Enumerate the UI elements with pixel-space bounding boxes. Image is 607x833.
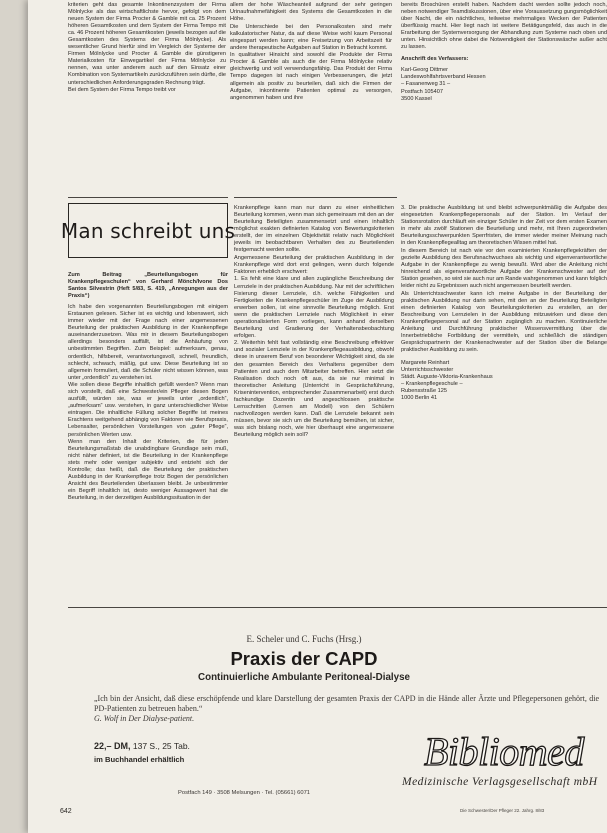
ad-price: 22,– DM,	[94, 741, 131, 751]
paragraph: bereits Broschüren erstellt haben. Nachdem dacht werden sollte jedoch noch, neben notwendiger Teamdiskussionen, über eine Voraussetzung gungsmöglichkeit über Nacht, die ein nächtliches, teilweise mehrmaliges Wecken der Patienten überflüssig macht. Hier liegt nach ist weitere Betätigungsfeld, das auch in die Erarbeitung der Systemversorgung der Abhandlung zum Systeme nach oben und unten. Hinsichtlich ohne dabei die Notwendigkeit der Stationswäsche außer acht zu lassen.	[401, 2, 607, 51]
ad-quote	[94, 694, 599, 724]
column-3-letter	[401, 205, 607, 402]
column-2-letter	[234, 205, 394, 440]
publisher-logo: Bibliomed	[424, 729, 584, 774]
page-number: 642	[60, 808, 72, 815]
paragraph: kriterien geht das gesamte Inkontinenzsystem der Firma Mölnlycke als das wirtschaftlichste hervor, gefolgt von dem neuen System der Firma Procter & Gamble mit ca. 25 Prozent höheren Gesamtkosten und dem System der Firma Tempo mit ca. 46 Prozent höheren Gesamtkosten (jeweils bezogen auf die Gesamtkosten des Systems der Firma Mölnlycke). Als wesentlicher Grund hierfür sind im Vergleich der Systeme der Firmen Mölnlycke und Procter & Gamble die günstigeren Materialkosten für Einwegartikel der Firma Mölnlycke zu nennen, was unter anderem auch auf den Einsatz einer Kombination von Systemartikeln zurückzuführen sein dürfte, die unterschiedlichen Anforderungsgraden Rechnung trägt.	[68, 2, 226, 86]
section-heading: Man schreibt uns	[60, 218, 236, 243]
address-line: Postfach 105407	[401, 88, 443, 95]
section-heading-box	[60, 203, 236, 258]
journal-reference: Die Schwester/Der Pfleger 22. Jahrg. 8/83	[460, 808, 545, 813]
paragraph: Angemessene Beurteilung der praktischen Ausbildung in der Krankenpflege wird dort erst gelingen, wenn durch folgende Faktoren erheblich erschwert:	[234, 254, 394, 275]
address-line: – Fasanenweg 31 –	[401, 81, 451, 88]
magazine-page	[28, 0, 607, 833]
ad-quote-author: G. Wolf in Der Dialyse-patient.	[94, 714, 195, 723]
paragraph: Wie sollen diese Begriffe inhaltlich gefüllt werden? Wenn man sich vorstellt, daß eine Schwester/ein Pfleger diesen Bogen ausfüllt, würden sie, was er jeweils unter „ordentlich“, „aufmerksam“ usw. verstehen, in ganz unterschiedlicher Weise eintragen. Die inhaltliche Füllung solcher Begriffe ist meines Erachtens weitgehend abhängig von Faktoren wie Berufspraxis, Lebensalter, persönlichen Vorstellungen von „guter Pflege“, persönlichen Werten usw.	[68, 382, 228, 438]
ad-editors: E. Scheler und C. Fuchs (Hrsg.)	[246, 634, 362, 644]
paragraph: Ich habe den vorgenannten Beurteilungsbogen mit einigem Erstaunen gelesen. Sicher ist es wichtig und lobenswert, sich immer wieder mit der Frage nach einer angemessenen Beurteilung der praktischen Ausbildung in der Krankenpflege auseinanderzusetzen. Was mir in diesem Beurteilungsbogen allerdings besonders auffällt, ist die Anhäufung von unbestimmten Begriffen. Zum Beispiel: aufmerksam, genau, ordentlich, hilfsbereit, verantwortungsvoll, schnell, freundlich, schlecht, schwach, mäßig, gut usw. Diese Beurteilung ist so allgemein formuliert, daß die Schüler nicht wissen können, was unter „ordentlich“ zu verstehen ist.	[68, 304, 228, 381]
ad-book-title: Praxis der CAPD	[230, 648, 378, 669]
section-divider	[234, 197, 397, 198]
letter-signature	[401, 360, 607, 402]
paragraph: Wenn man den Inhalt der Kriterien, die für jeden Beurteilungsmaßstab die unabdingbare Grundlage sein muß, nicht näher definiert, ist die Beurteilung in der Krankenpflege stets mehr oder weniger subjektiv und entzieht sich der Kontrolle; das heißt, daß die Beurteilung der praktischen Ausbildung in der Krankenpflege trotz Bogen der persönlichen Ansicht des Beurteilenden überlassen bleibt. Je unbestimmter ein Begriff inhaltlich ist, desto weniger Aussagewert hat die Beurteilung, in der derzeitigen Ausbildungssituation in der	[68, 439, 228, 502]
ad-price-line	[94, 741, 190, 751]
address-line: 3500 Kassel	[401, 95, 432, 102]
signature-line: Städt. Auguste-Viktoria-Krankenhaus	[401, 374, 493, 381]
address-line: Karl-Georg Dittmer	[401, 67, 448, 74]
letter-intro: Zum Beitrag „Beurteilungsbogen für Krankenpflegeschulen“ von Gerhard Mönch/Ivone Dos Santos Silvestrin (Heft 5/83, S. 419, „Anregungen aus der Praxis“)	[68, 272, 228, 300]
address-label: Anschrift des Verfassers:	[401, 56, 469, 63]
signature-line: 1000 Berlin 41	[401, 395, 438, 402]
paragraph: Als Unterrichtsschwester kann ich meine Aufgabe in der Beurteilung der praktischen Ausbildung nur darin sehen, mit den an der Beurteilung Beteiligten einen definierten Katalog von Beurteilungskriterien zu erstellen, an der Beschreibung von Lernzielen in der Ausbildung mitzuwirken und diese den Krankenpflegepersonal auf der Station zugänglich zu machen. Kontinuierliche Anleitung und Durchführung praktischer Wissensvermittlung über die Innerbetriebliche Fortbildung der vermitteln, und schließlich die ständigen Gesprächspartnerin der Krankenschwester auf der Station über die Belange praktischer Ausbildung zu sein.	[401, 290, 607, 353]
publisher-address: Postfach 149 · 3508 Melsungen · Tel. (05661) 6071	[178, 790, 311, 796]
paragraph: Krankenpflege kann man nur dann zu einer einheitlichen Beurteilung kommen, wenn man sich gemeinsam mit den an der Beurteilung Beteiligten zusammensetzt und einen inhaltlich möglichst exakten definierten Katalog von Bewertungskriterien erstellt, der im einzelnen Objektivität relativ nach Möglichkeit jeweils im beobachtbaren Verhalten des zu Beurteilenden festgemacht werden sollte.	[234, 205, 394, 254]
paragraph: In diesem Bereich ist nach wie vor den examinierten Krankenpflegekräften der gezielte Ausbildung des Berufsnachwuchses als wichtig und eigenverantwortliche Aufgabe in der Krankenpflege zu wenig bewußt. Wird aber die Anleitung nicht hinreichend als eigenverantwortliche Aufgabe der Krankenschwester auf der Station gesehen, so wird sie auch nur am Rande wahrgenommen und kann folglich leider nicht zu Ergebnissen auch nicht angemessen beurteilt werden.	[401, 247, 607, 290]
signature-line: Margarete Reinhart	[401, 359, 450, 366]
ad-divider	[68, 607, 607, 608]
signature-line: – Krankenpflegeschule –	[401, 381, 463, 388]
paragraph: 1. Es fehlt eine klare und allen zugängliche Beschreibung der Lernziele in der praktischen Ausbildung. Nur mit der schriftlichen Fixierung dieser Lernziele, d.h. welche Fähigkeiten und Fertigkeiten die Krankenpflegeschüler im Zuge der Ausbildung erwerben sollen, ist eine sinnvolle Beurteilung möglich. Erst wenn die praktischen Lernziele nach Möglichkeit in einer operationalisierten Form vorliegen, kann anhand derselben Beurteilung und Gradierung der Verhaltensbeobachtung erfolgen.	[234, 276, 394, 339]
column-2-top	[230, 2, 392, 102]
paragraph: 2. Weiterhin fehlt fast vollständig eine Beschreibung effektiver und sozialer Lernziele in der Krankenpflegeausbildung, obwohl diese in unserem Beruf von besonderer Wichtigkeit sind, da sie den gesamten Bereich des Verhaltens gegenüber dem Patienten und auch dem Mitarbeiter betreffen. Hier setzt die Realisation doch noch oft aus, da sie nur minimal in theoretischer Anleitung (Unterricht in Gesprächsführung, Krisenintervention, entsprechender Zusammenarbeit) erst durch fachkundige Dozentin und angeschlossen praktische Lernschritten (Lernen am Modell) von den Schülern nachvollzogen werden kann. Daß die Lernziele bekannt sein müssen, bevor sie sich um die Beurteilung bemühen, ist sicher, was sich bislang noch, wie hier überhaupt eine angemessene Beurteilung möglich sein soll?	[234, 340, 394, 438]
paragraph: allem der hohe Wäscheanteil aufgrund der sehr geringen Urinaufnahmefähigkeit des Systems die Gesamtkosten in die Höhe.	[230, 2, 392, 23]
book-advertisement	[94, 616, 599, 816]
paragraph: In qualitativer Hinsicht sind sowohl die Produkte der Firma Procter & Gamble als auch die der Firma Mölnlycke relativ gleichwertig und voll verwendungsfähig. Das Produkt der Firma Tempo dagegen ist nach einigen Verbesserungen, die jetzt allgemein als positiv zu beurteilen, daß sich die Firmen der Aufgabe, inkontinente Patienten optimal zu versorgen, angenommen haben und ihre	[230, 52, 392, 101]
ad-availability: im Buchhandel erhältlich	[94, 755, 185, 764]
signature-line: Unterrichtsschwester	[401, 367, 454, 374]
column-1-top	[68, 2, 226, 95]
ad-book-subtitle: Continuierliche Ambulante Peritoneal-Dialyse	[198, 672, 410, 683]
paragraph: Bei dem System der Firma Tempo treibt vor	[68, 87, 176, 94]
signature-line: Rubensstraße 125	[401, 388, 448, 395]
ad-pages: 137 S., 25 Tab.	[132, 741, 190, 751]
column-1-letter	[68, 272, 228, 503]
author-address	[401, 56, 607, 102]
section-divider	[68, 197, 228, 198]
paragraph: Die Unterschiede bei den Personalkosten sind mehr kalkulatorischer Natur, da auf diese Weise wohl kaum Personal eingespart werden kann; eine Freisetzung von Arbeitszeit für andere therapeutische Aufgaben auf Station in Betracht kommt.	[230, 23, 392, 51]
publisher-name: Medizinische Verlagsgesellschaft mbH	[402, 776, 598, 788]
paragraph: 3. Die praktische Ausbildung ist und bleibt schwerpunktmäßig die Aufgabe des eingesetzten Krankenpflegepersonals auf der Station. Im Verlauf der Stationsrotation durchläuft ein einziger Schüler in der Zeit vor dem ersten Examen in mehr als zwölf Stationen die Beurteilung und mehr, mit Ihren zugeordneten Beurteilungsschwerpunkten Sperrfristen, die immer wieder meiner Meinung nach in den Krankenpflegealltag am theoretischen Wissen mittel hat.	[401, 205, 607, 247]
ad-quote-text: „Ich bin der Ansicht, daß diese erschöpfende und klare Darstellung der gesamten Praxis der CAPD in die Hände aller Ärzte und Pflegepersonen gehört, die PD-Patienten zu betreuen haben.“	[94, 694, 599, 713]
column-3-top	[401, 2, 607, 103]
address-line: Landeswohlfahrtsverband Hessen	[401, 74, 486, 81]
